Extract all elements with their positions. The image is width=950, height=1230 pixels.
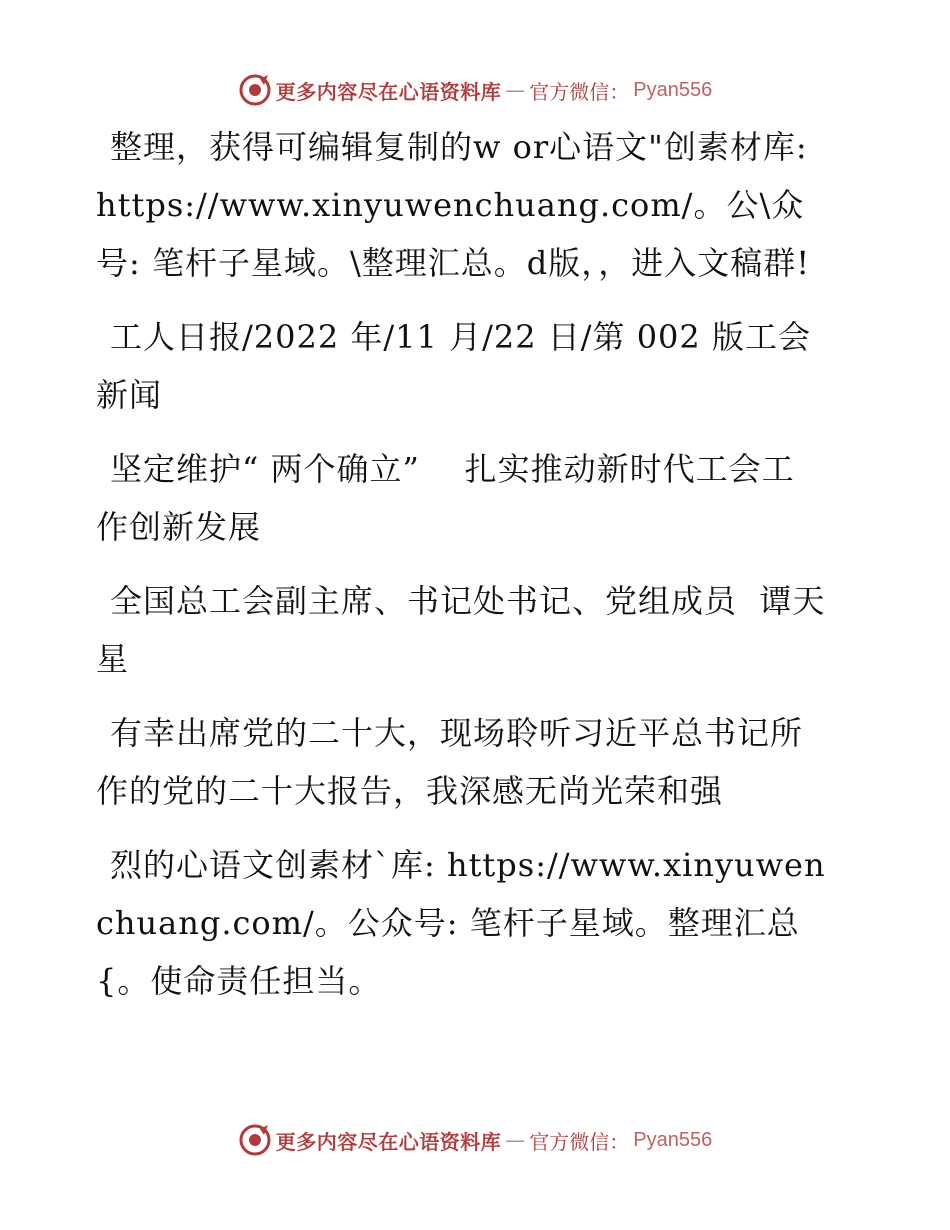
footer-wechat-label: 官方微信： — [529, 1129, 630, 1154]
footer-separator: — — [505, 1128, 526, 1152]
header-wechat-label: 官方微信： — [529, 79, 630, 104]
document-body — [96, 118, 826, 1026]
header-separator: — — [505, 78, 526, 102]
paragraph-5: 有幸出席党的二十大，现场聆听习近平总书记所作的党的二十大报告，我深感无尚光荣和强 — [96, 714, 804, 810]
paragraph-4: 全国总工会副主席、书记处书记、党组成员 谭天星 — [96, 582, 826, 678]
paragraph-2: 工人日报/2022 年/11 月/22 日/第 002 版工会新闻 — [96, 318, 811, 414]
paragraph-3: 坚定维护“ 两个确立” 扎实推动新时代工会工作创新发展 — [96, 450, 795, 546]
footer-banner — [0, 1120, 950, 1160]
paragraph-1: 整理，获得可编辑复制的w or心语文"创素材库: https://www.xinyuwenchuang.com/。公\众号: 笔杆子星域。\整理汇总。d版，，进入文稿群! — [96, 128, 819, 282]
brand-logo-icon — [238, 73, 272, 107]
footer-brand-text: 更多内容尽在心语资料库 — [275, 1129, 502, 1154]
header-brand-text: 更多内容尽在心语资料库 — [275, 79, 502, 104]
header-banner — [0, 70, 950, 110]
paragraph-6: 烈的心语文创素材`库: https://www.xinyuwenchuang.com/。公众号: 笔杆子星域。整理汇总{。使命责任担当。 — [96, 846, 826, 1000]
brand-logo-icon — [238, 1123, 272, 1157]
footer-wechat-id: Pyan556 — [633, 1128, 713, 1151]
header-wechat-id: Pyan556 — [633, 78, 713, 101]
